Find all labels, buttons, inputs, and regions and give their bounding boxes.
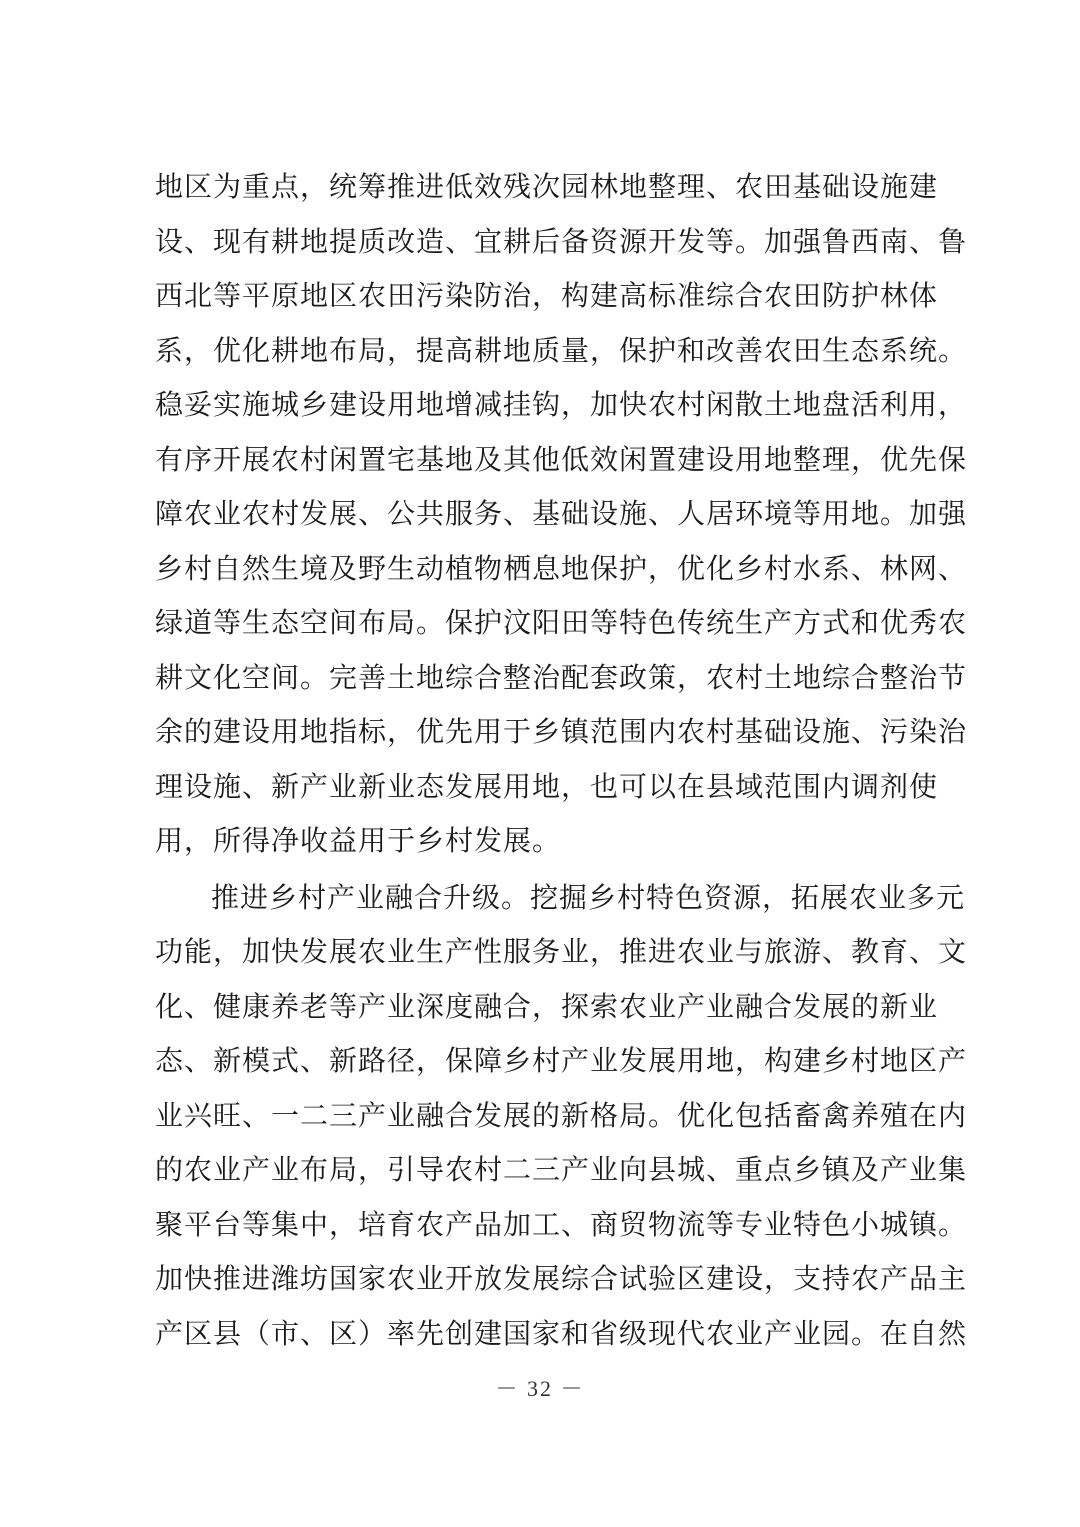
text-line: 产区县（市、区）率先创建国家和省级现代农业产业园。在自然 — [155, 1316, 968, 1350]
text-line: 业兴旺、一二三产业融合发展的新格局。优化包括畜禽养殖在内 — [155, 1098, 968, 1132]
paragraph-2 — [155, 871, 968, 1362]
text-line: 推进乡村产业融合升级。挖掘乡村特色资源，拓展农业多元 — [211, 880, 966, 914]
text-line: 态、新模式、新路径，保障乡村产业发展用地，构建乡村地区产 — [155, 1044, 968, 1077]
text-line: 稳妥实施城乡建设用地增减挂钩，加快农村闲散土地盘活利用， — [155, 388, 968, 421]
text-line: 地区为重点，统筹推进低效残次园林地整理、农田基础设施建 — [155, 170, 939, 203]
text-line: 设、现有耕地提质改造、宜耕后备资源开发等。加强鲁西南、鲁 — [155, 224, 968, 258]
text-line: 有序开展农村闲置宅基地及其他低效闲置建设用地整理，优先保 — [155, 442, 968, 476]
text-line: 乡村自然生境及野生动植物栖息地保护，优化乡村水系、林网、 — [155, 551, 968, 585]
text-line: 加快推进潍坊国家农业开放发展综合试验区建设，支持农产品主 — [155, 1262, 968, 1295]
paragraph-1 — [155, 160, 968, 869]
text-line: 障农业农村发展、公共服务、基础设施、人居环境等用地。加强 — [155, 497, 968, 530]
text-line: 理设施、新产业新业态发展用地，也可以在县域范围内调剂使 — [155, 769, 939, 803]
text-line: 系，优化耕地布局，提高耕地质量，保护和改善农田生态系统。 — [155, 333, 968, 367]
text-line: 耕文化空间。完善土地综合整治配套政策，农村土地综合整治节 — [155, 660, 968, 694]
body-text — [155, 160, 968, 1361]
text-line: 用，所得净收益用于乡村发展。 — [155, 824, 562, 857]
text-line: 绿道等生态空间布局。保护汶阳田等特色传统生产方式和优秀农 — [155, 606, 968, 639]
text-line: 聚平台等集中，培育农产品加工、商贸物流等专业特色小城镇。 — [155, 1207, 968, 1241]
page-number: － 32 － — [495, 1376, 585, 1401]
text-line: 余的建设用地指标，优先用于乡镇范围内农村基础设施、污染治 — [155, 715, 968, 748]
text-line: 化、健康养老等产业深度融合，探索农业产业融合发展的新业 — [155, 989, 939, 1023]
text-line: 的农业产业布局，引导农村二三产业向县城、重点乡镇及产业集 — [155, 1153, 968, 1186]
text-line: 功能，加快发展农业生产性服务业，推进农业与旅游、教育、文 — [155, 935, 968, 968]
text-line: 西北等平原地区农田污染防治，构建高标准综合农田防护林体 — [155, 279, 939, 312]
